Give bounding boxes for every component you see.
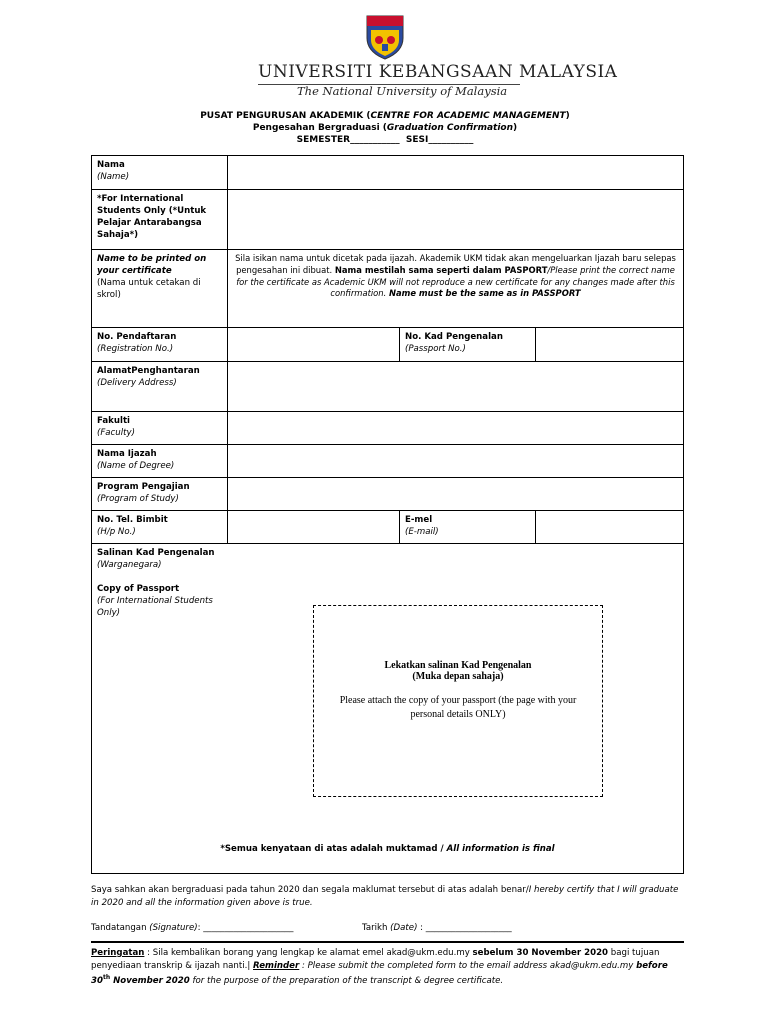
university-crest-icon xyxy=(363,14,407,60)
copy-label-cell: Salinan Kad Pengenalan (Warganegara) Copy of Passport (For International Students Only) xyxy=(92,544,228,874)
divider xyxy=(91,941,684,943)
semester-session-line: SEMESTER___________ SESI__________ xyxy=(296,135,474,145)
logo xyxy=(0,14,770,64)
form-subtitle: Pengesahan Bergraduasi (Graduation Confirmation) xyxy=(252,123,518,133)
university-subtitle: The National University of Malaysia xyxy=(297,84,508,98)
reminder-text: Peringatan : Sila kembalikan borang yang lengkap ke alamat emel akad@ukm.edu.my sebelum 30 November 2020 bagi tujuan penyediaan transkrip & ijazah nanti.| Reminder : Please submit the completed form to the email address akad@ukm.edu.my before 30th November 2020 for the purpose of the preparation of the transcript & degree certificate. xyxy=(91,948,668,986)
attach-instruction: Please attach the copy of your passport (the page with your personal details ONLY) xyxy=(339,695,577,720)
reg-label-cell: No. Pendaftaran (Registration No.) xyxy=(92,328,228,362)
semester-field[interactable]: ___________ xyxy=(350,135,400,145)
ic-label-cell: No. Kad Pengenalan (Passport No.) xyxy=(400,328,536,362)
cert-name-label-cell: Name to be printed on your certificate (Nama untuk cetakan di skrol) xyxy=(92,250,228,328)
email-label-cell: E-mel (E-mail) xyxy=(400,511,536,544)
signature-line[interactable]: Tandatangan (Signature): _____________________ xyxy=(91,923,294,933)
email-field[interactable] xyxy=(536,511,684,544)
session-field[interactable]: __________ xyxy=(428,135,474,145)
passport-no-field[interactable] xyxy=(536,328,684,362)
program-label-cell: Program Pengajian (Program of Study) xyxy=(92,478,228,511)
certification-text: Saya sahkan akan bergraduasi pada tahun 2020 dan segala maklumat tersebut di atas adalah benar/I hereby certify that I will graduate in 2020 and all the information given above is true. xyxy=(91,885,679,908)
address-label-cell: AlamatPenghantaran (Delivery Address) xyxy=(92,362,228,412)
intl-label-cell: *For International Students Only (*Untuk Pelajar Antarabangsa Sahaja*) xyxy=(92,190,228,250)
cert-name-note: Sila isikan nama untuk dicetak pada ijazah. Akademik UKM tidak akan mengeluarkan Ijazah baru selepas pengesahan ini dibuat. Nama mestilah sama seperti dalam PASPORT/Please print the correct name for the certificate as Academic UKM will not reproduce a new certificate for any changes made after this confirmation. Name must be the same as in PASSPORT xyxy=(228,250,684,328)
faculty-label-cell: Fakulti (Faculty) xyxy=(92,412,228,445)
registration-field[interactable] xyxy=(228,328,400,362)
program-field[interactable] xyxy=(228,478,684,511)
attach-title: Lekatkan salinan Kad Pengenalan xyxy=(384,660,532,671)
address-field[interactable] xyxy=(228,362,684,412)
phone-field[interactable] xyxy=(228,511,400,544)
attach-subtitle: (Muka depan sahaja) xyxy=(412,671,504,682)
final-statement: *Semua kenyataan di atas adalah muktamad / All information is final xyxy=(220,844,555,854)
degree-label-cell: Nama Ijazah (Name of Degree) xyxy=(92,445,228,478)
university-name: UNIVERSITI KEBANGSAAN MALAYSIA xyxy=(258,62,618,82)
date-line[interactable]: Tarikh (Date) : ____________________ xyxy=(362,923,512,933)
name-field[interactable] xyxy=(228,156,684,190)
form-title: PUSAT PENGURUSAN AKADEMIK (CENTRE FOR ACADEMIC MANAGEMENT) xyxy=(200,111,570,121)
faculty-field[interactable] xyxy=(228,412,684,445)
passport-attach-box[interactable] xyxy=(313,605,603,797)
intl-name-field[interactable] xyxy=(228,190,684,250)
phone-label-cell: No. Tel. Bimbit (H/p No.) xyxy=(92,511,228,544)
name-label-cell: Nama (Name) xyxy=(92,156,228,190)
degree-field[interactable] xyxy=(228,445,684,478)
